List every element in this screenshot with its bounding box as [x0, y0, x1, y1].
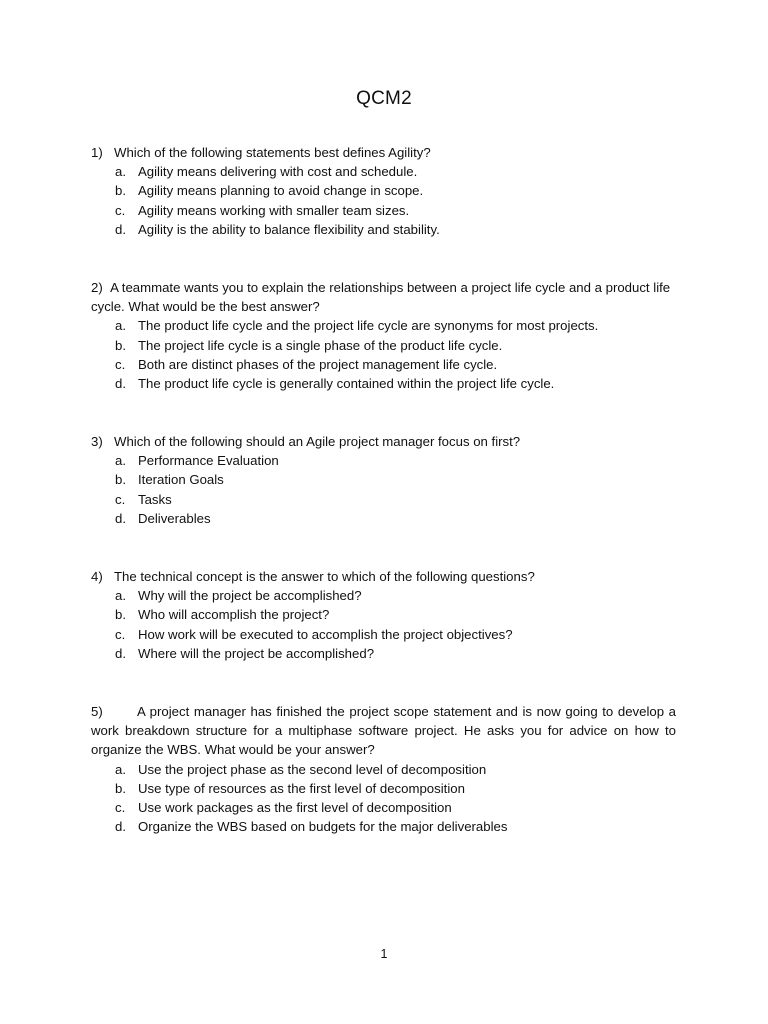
page-title: QCM2 [356, 88, 412, 109]
option-letter: b. [115, 780, 126, 796]
option-list [91, 316, 676, 393]
option-c [115, 798, 676, 817]
option-letter: a. [115, 453, 126, 469]
option-letter: c. [115, 202, 126, 218]
question-number: 5) [91, 704, 103, 719]
question-text: The technical concept is the answer to which of the following questions? [114, 569, 535, 584]
option-letter: d. [115, 819, 126, 835]
option-letter: a. [115, 588, 126, 604]
option-letter: c. [115, 800, 126, 816]
option-text: Where will the project be accomplished? [138, 645, 375, 661]
option-text: The project life cycle is a single phase of the product life cycle. [138, 337, 503, 353]
option-text: The product life cycle and the project life cycle are synonyms for most projects. [138, 318, 599, 334]
question-text: A project manager has finished the project scope statement and is now going to develop a work breakdown structure for a multiphase software project. He asks you for advice on how to organize the WBS. What would be your answer? [91, 704, 676, 758]
option-b [115, 605, 676, 624]
option-letter: c. [115, 491, 126, 507]
option-d [115, 374, 676, 393]
question-2 [91, 278, 676, 393]
option-d [115, 220, 676, 239]
question-5 [91, 702, 676, 836]
option-text: Organize the WBS based on budgets for the major deliverables [138, 819, 508, 835]
option-letter: b. [115, 183, 126, 199]
option-a [115, 760, 676, 779]
option-letter: c. [115, 626, 126, 642]
option-text: Who will accomplish the project? [138, 607, 330, 623]
option-text: How work will be executed to accomplish the project objectives? [138, 626, 513, 642]
option-d [115, 509, 676, 528]
option-text: Agility means planning to avoid change in scope. [138, 183, 424, 199]
option-c [115, 625, 676, 644]
option-text: Tasks [138, 491, 172, 507]
option-list [91, 586, 676, 663]
option-letter: d. [115, 510, 126, 526]
question-text: Which of the following should an Agile project manager focus on first? [114, 434, 521, 449]
option-a [115, 586, 676, 605]
question-1 [91, 143, 676, 239]
option-a [115, 162, 676, 181]
question-stem [91, 567, 676, 586]
question-number: 2) [91, 280, 103, 295]
option-text: Why will the project be accomplished? [138, 588, 362, 604]
option-a [115, 451, 676, 470]
option-letter: b. [115, 337, 126, 353]
option-c [115, 490, 676, 509]
option-text: Deliverables [138, 510, 211, 526]
option-d [115, 644, 676, 663]
option-c [115, 201, 676, 220]
question-stem [91, 702, 676, 760]
option-list [91, 162, 676, 239]
option-text: Both are distinct phases of the project management life cycle. [138, 356, 498, 372]
option-b [115, 470, 676, 489]
option-text: Agility means working with smaller team sizes. [138, 202, 410, 218]
option-b [115, 181, 676, 200]
option-text: Performance Evaluation [138, 453, 279, 469]
option-list [91, 451, 676, 528]
question-number: 1) [91, 145, 103, 160]
question-text: Which of the following statements best defines Agility? [114, 145, 431, 160]
option-letter: b. [115, 472, 126, 488]
option-letter: a. [115, 318, 126, 334]
question-4 [91, 567, 676, 663]
option-list [91, 760, 676, 837]
option-text: Use work packages as the first level of decomposition [138, 800, 452, 816]
option-c [115, 355, 676, 374]
option-text: Use the project phase as the second level of decomposition [138, 761, 487, 777]
option-letter: b. [115, 607, 126, 623]
option-letter: a. [115, 164, 126, 180]
option-a [115, 316, 676, 335]
option-letter: d. [115, 376, 126, 392]
question-3 [91, 432, 676, 528]
question-stem [91, 432, 676, 451]
option-text: Agility means delivering with cost and schedule. [138, 164, 418, 180]
question-stem [91, 278, 676, 316]
option-letter: a. [115, 761, 126, 777]
question-text: A teammate wants you to explain the relationships between a project life cycle and a product life cycle. What would be the best answer? [91, 280, 671, 315]
option-text: Agility is the ability to balance flexibility and stability. [138, 221, 440, 237]
question-number: 3) [91, 434, 103, 449]
option-b [115, 336, 676, 355]
option-d [115, 817, 676, 836]
option-letter: c. [115, 356, 126, 372]
option-text: Iteration Goals [138, 472, 224, 488]
question-stem [91, 143, 676, 162]
option-text: The product life cycle is generally contained within the project life cycle. [138, 376, 555, 392]
page-number: 1 [380, 947, 388, 961]
option-letter: d. [115, 645, 126, 661]
option-b [115, 779, 676, 798]
option-letter: d. [115, 221, 126, 237]
question-number: 4) [91, 569, 103, 584]
option-text: Use type of resources as the first level of decomposition [138, 780, 465, 796]
